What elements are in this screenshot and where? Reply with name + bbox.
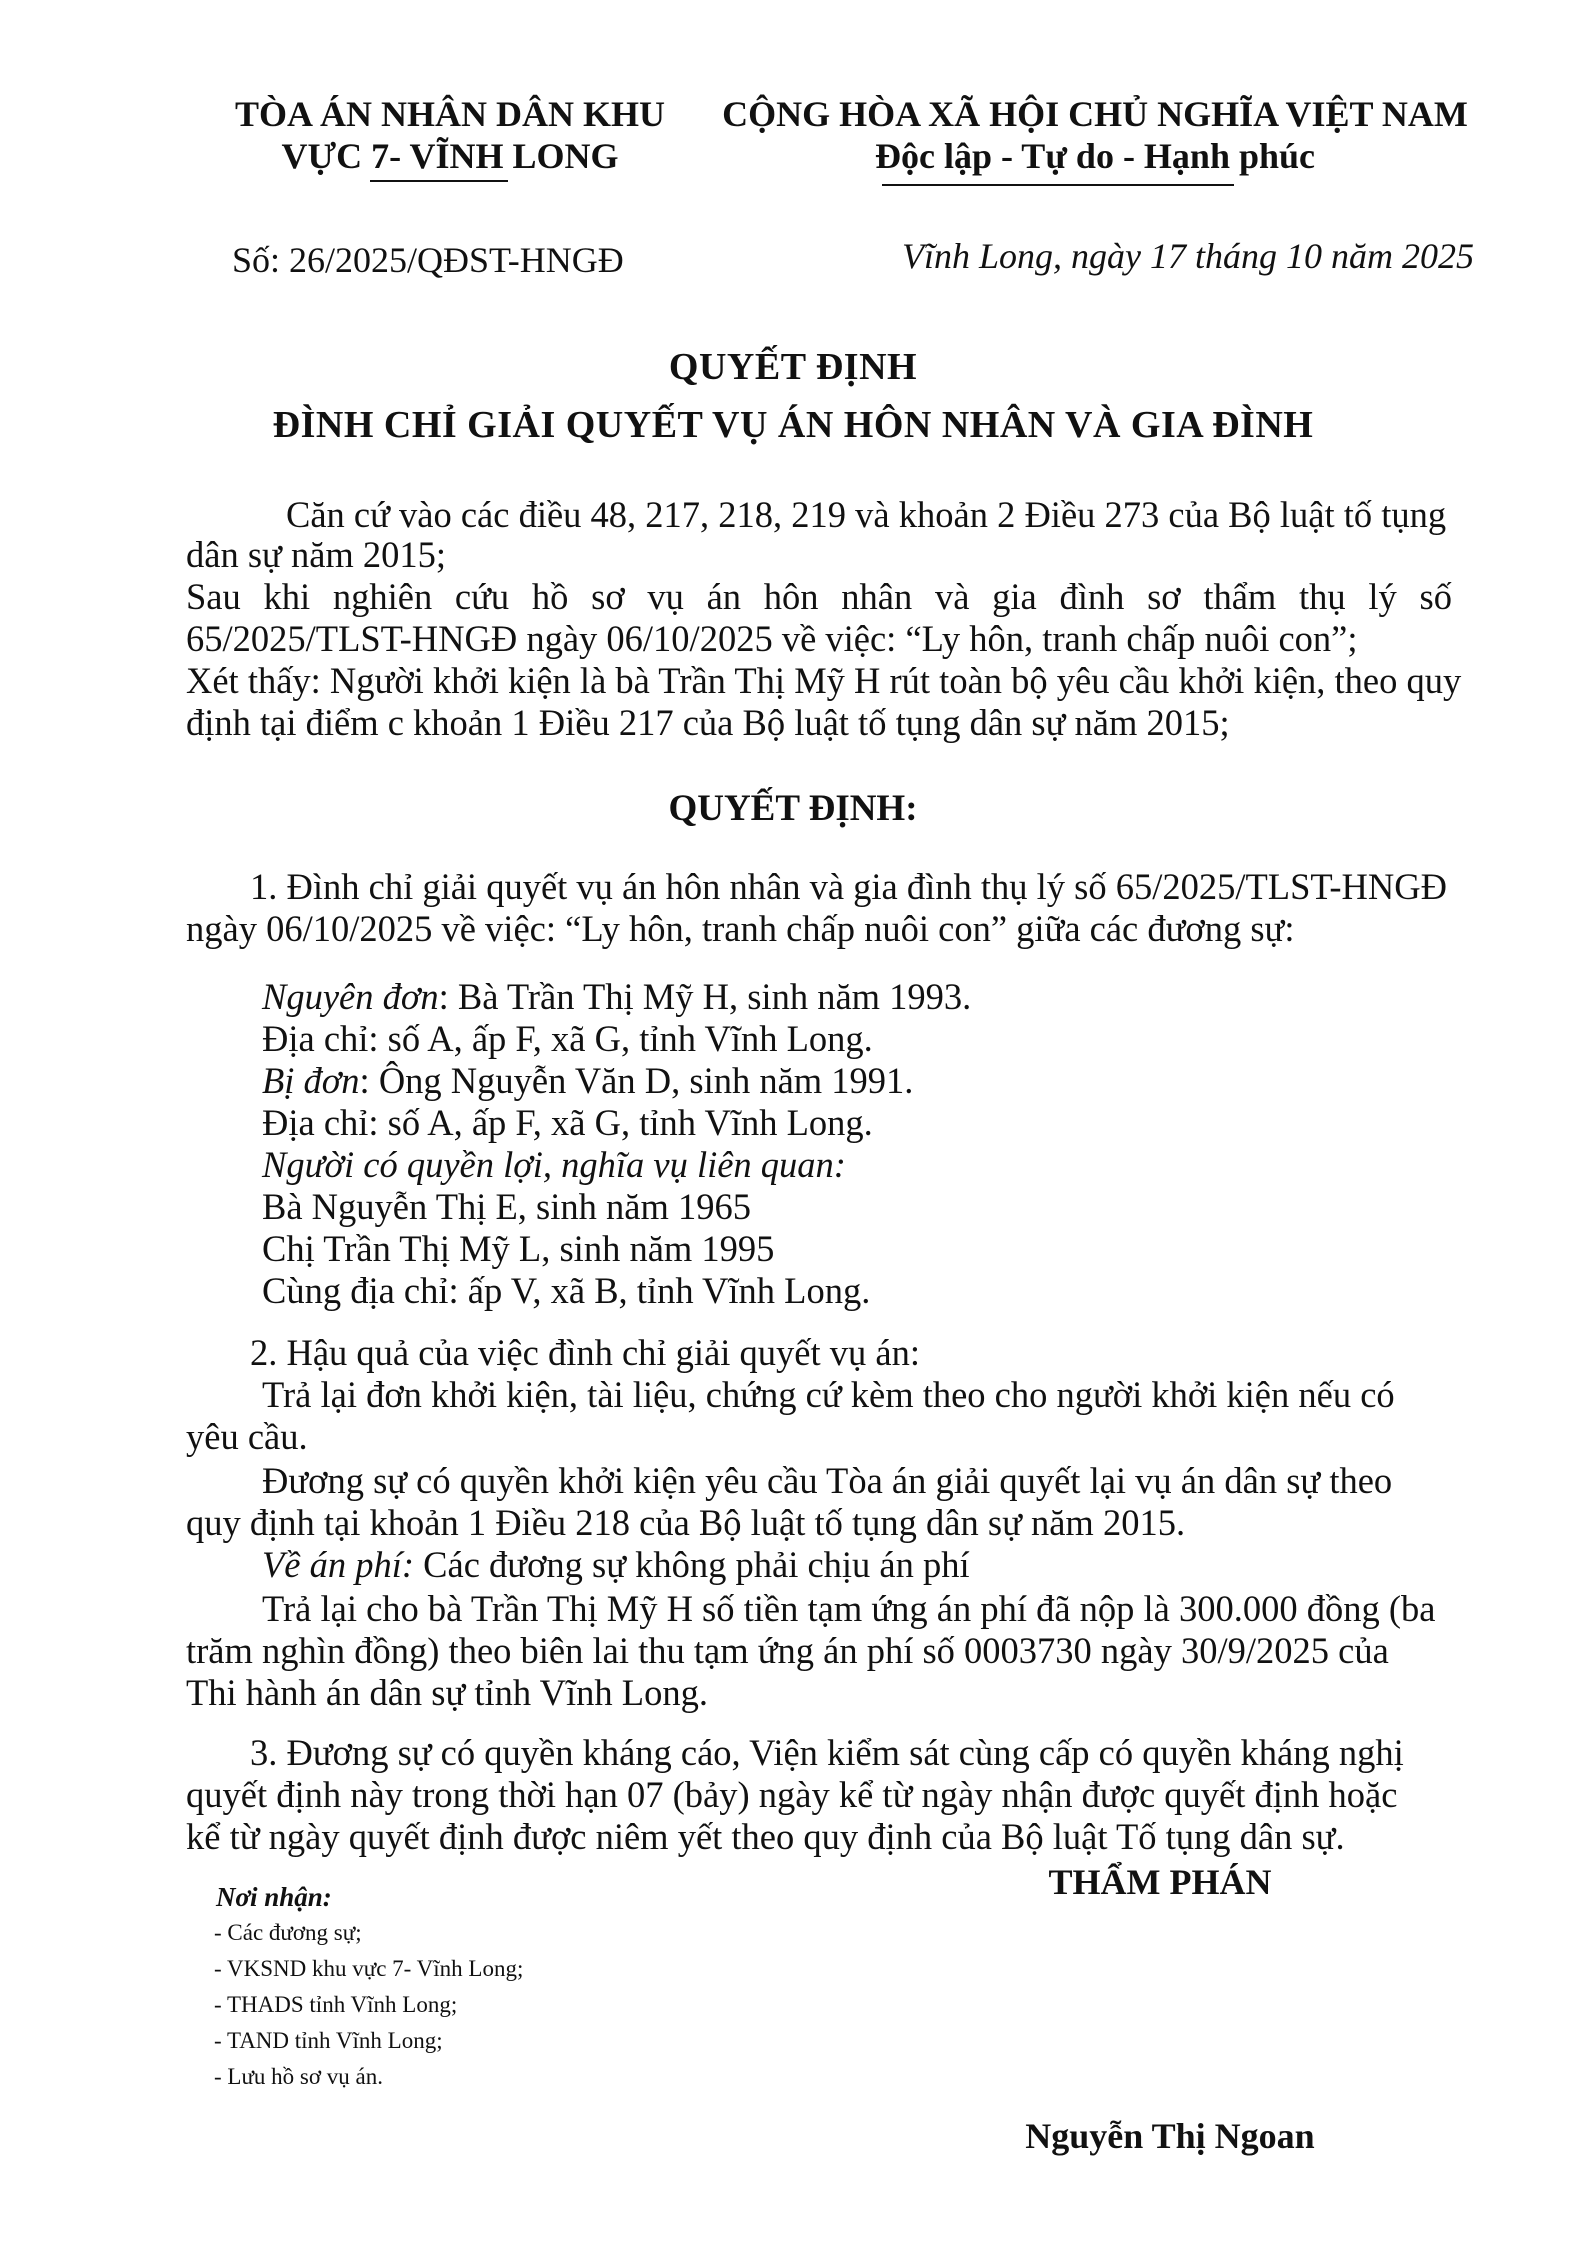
recipient-item: - TAND tỉnh Vĩnh Long; xyxy=(214,2028,443,2053)
recipient-item: - THADS tỉnh Vĩnh Long; xyxy=(214,1992,458,2017)
court-name-line1: TÒA ÁN NHÂN DÂN KHU xyxy=(234,94,665,134)
preamble-p1-line1: Căn cứ vào các điều 48, 217, 218, 219 và khoản 2 Điều 273 của Bộ luật tố tụng xyxy=(286,494,1447,535)
item3-line2: quyết định này trong thời hạn 07 (bảy) ngày kể từ ngày nhận được quyết định hoặc xyxy=(186,1774,1398,1815)
preamble-p1-line2: dân sự năm 2015; xyxy=(186,534,447,575)
recipient-item: - VKSND khu vực 7- Vĩnh Long; xyxy=(214,1956,524,1981)
recipients-heading: Nơi nhận: xyxy=(216,1882,332,1912)
item2-p3-line3: Thi hành án dân sự tỉnh Vĩnh Long. xyxy=(186,1672,708,1713)
preamble-p2-line1: Sau khi nghiên cứu hồ sơ vụ án hôn nhân và gia đình sơ thẩm thụ lý số xyxy=(186,576,1452,617)
plaintiff-address: Địa chỉ: số A, ấp F, xã G, tỉnh Vĩnh Long. xyxy=(262,1018,873,1059)
court-name-underline xyxy=(370,180,508,182)
document-title: QUYẾT ĐỊNH xyxy=(668,346,918,388)
item2-p1-line2: yêu cầu. xyxy=(186,1416,308,1457)
signer-name: Nguyễn Thị Ngoan xyxy=(1025,2116,1315,2156)
item2-p1-line1: Trả lại đơn khởi kiện, tài liệu, chứng cứ kèm theo cho người khởi kiện nếu có xyxy=(262,1374,1395,1415)
related-party-2: Chị Trần Thị Mỹ L, sinh năm 1995 xyxy=(262,1228,775,1269)
recipient-item: - Các đương sự; xyxy=(214,1920,362,1945)
court-fee-label: Về án phí: xyxy=(262,1544,415,1585)
court-fee-value: Các đương sự không phải chịu án phí xyxy=(414,1544,970,1585)
related-party-address: Cùng địa chỉ: ấp V, xã B, tỉnh Vĩnh Long. xyxy=(262,1270,871,1311)
court-name-line2: VỰC 7- VĨNH LONG xyxy=(281,136,619,176)
item1-line1: 1. Đình chỉ giải quyết vụ án hôn nhân và gia đình thụ lý số 65/2025/TLST-HNGĐ xyxy=(250,866,1447,907)
signer-role: THẨM PHÁN xyxy=(1048,1862,1272,1902)
item3-line3: kể từ ngày quyết định được niêm yết theo quy định của Bộ luật Tố tụng dân sự. xyxy=(186,1816,1345,1857)
preamble-p3-line2: định tại điểm c khoản 1 Điều 217 của Bộ luật tố tụng dân sự năm 2015; xyxy=(186,702,1230,743)
recipient-item: - Lưu hồ sơ vụ án. xyxy=(214,2064,383,2089)
item2-p2-line2: quy định tại khoản 1 Điều 218 của Bộ luật tố tụng dân sự năm 2015. xyxy=(186,1502,1186,1543)
plaintiff-line xyxy=(262,976,971,1017)
document-number: Số: 26/2025/QĐST-HNGĐ xyxy=(232,240,624,280)
related-party-1: Bà Nguyễn Thị E, sinh năm 1965 xyxy=(262,1186,751,1227)
decision-heading: QUYẾT ĐỊNH: xyxy=(668,788,918,829)
item2-p3-line1: Trả lại cho bà Trần Thị Mỹ H số tiền tạm ứng án phí đã nộp là 300.000 đồng (ba xyxy=(262,1588,1436,1629)
item1-line2: ngày 06/10/2025 về việc: “Ly hôn, tranh chấp nuôi con” giữa các đương sự: xyxy=(186,908,1295,949)
preamble-p2-line2: 65/2025/TLST-HNGĐ ngày 06/10/2025 về việc: “Ly hôn, tranh chấp nuôi con”; xyxy=(186,618,1358,659)
related-party-label: Người có quyền lợi, nghĩa vụ liên quan: xyxy=(262,1144,846,1185)
nation-motto: Độc lập - Tự do - Hạnh phúc xyxy=(874,136,1316,176)
item2-p2-line1: Đương sự có quyền khởi kiện yêu cầu Tòa án giải quyết lại vụ án dân sự theo xyxy=(262,1460,1393,1501)
defendant-line xyxy=(262,1060,913,1101)
plaintiff-label: Nguyên đơn xyxy=(262,976,439,1017)
plaintiff-value: : Bà Trần Thị Mỹ H, sinh năm 1993. xyxy=(438,976,972,1017)
motto-underline xyxy=(882,184,1234,186)
document-date: Vĩnh Long, ngày 17 tháng 10 năm 2025 xyxy=(902,236,1474,276)
defendant-address: Địa chỉ: số A, ấp F, xã G, tỉnh Vĩnh Long. xyxy=(262,1102,873,1143)
defendant-label: Bị đơn xyxy=(262,1060,360,1101)
document-subtitle: ĐÌNH CHỈ GIẢI QUYẾT VỤ ÁN HÔN NHÂN VÀ GIA ĐÌNH xyxy=(272,404,1314,446)
item3-line1: 3. Đương sự có quyền kháng cáo, Viện kiểm sát cùng cấp có quyền kháng nghị xyxy=(250,1732,1404,1773)
court-fee-line xyxy=(262,1544,970,1585)
nation-name: CỘNG HÒA XÃ HỘI CHỦ NGHĨA VIỆT NAM xyxy=(722,94,1468,134)
defendant-value: : Ông Nguyễn Văn D, sinh năm 1991. xyxy=(359,1060,914,1101)
preamble-p3-line1: Xét thấy: Người khởi kiện là bà Trần Thị Mỹ H rút toàn bộ yêu cầu khởi kiện, theo quy xyxy=(186,660,1462,701)
item2-p3-line2: trăm nghìn đồng) theo biên lai thu tạm ứng án phí số 0003730 ngày 30/9/2025 của xyxy=(186,1630,1389,1671)
item2-heading: 2. Hậu quả của việc đình chỉ giải quyết vụ án: xyxy=(250,1332,920,1373)
